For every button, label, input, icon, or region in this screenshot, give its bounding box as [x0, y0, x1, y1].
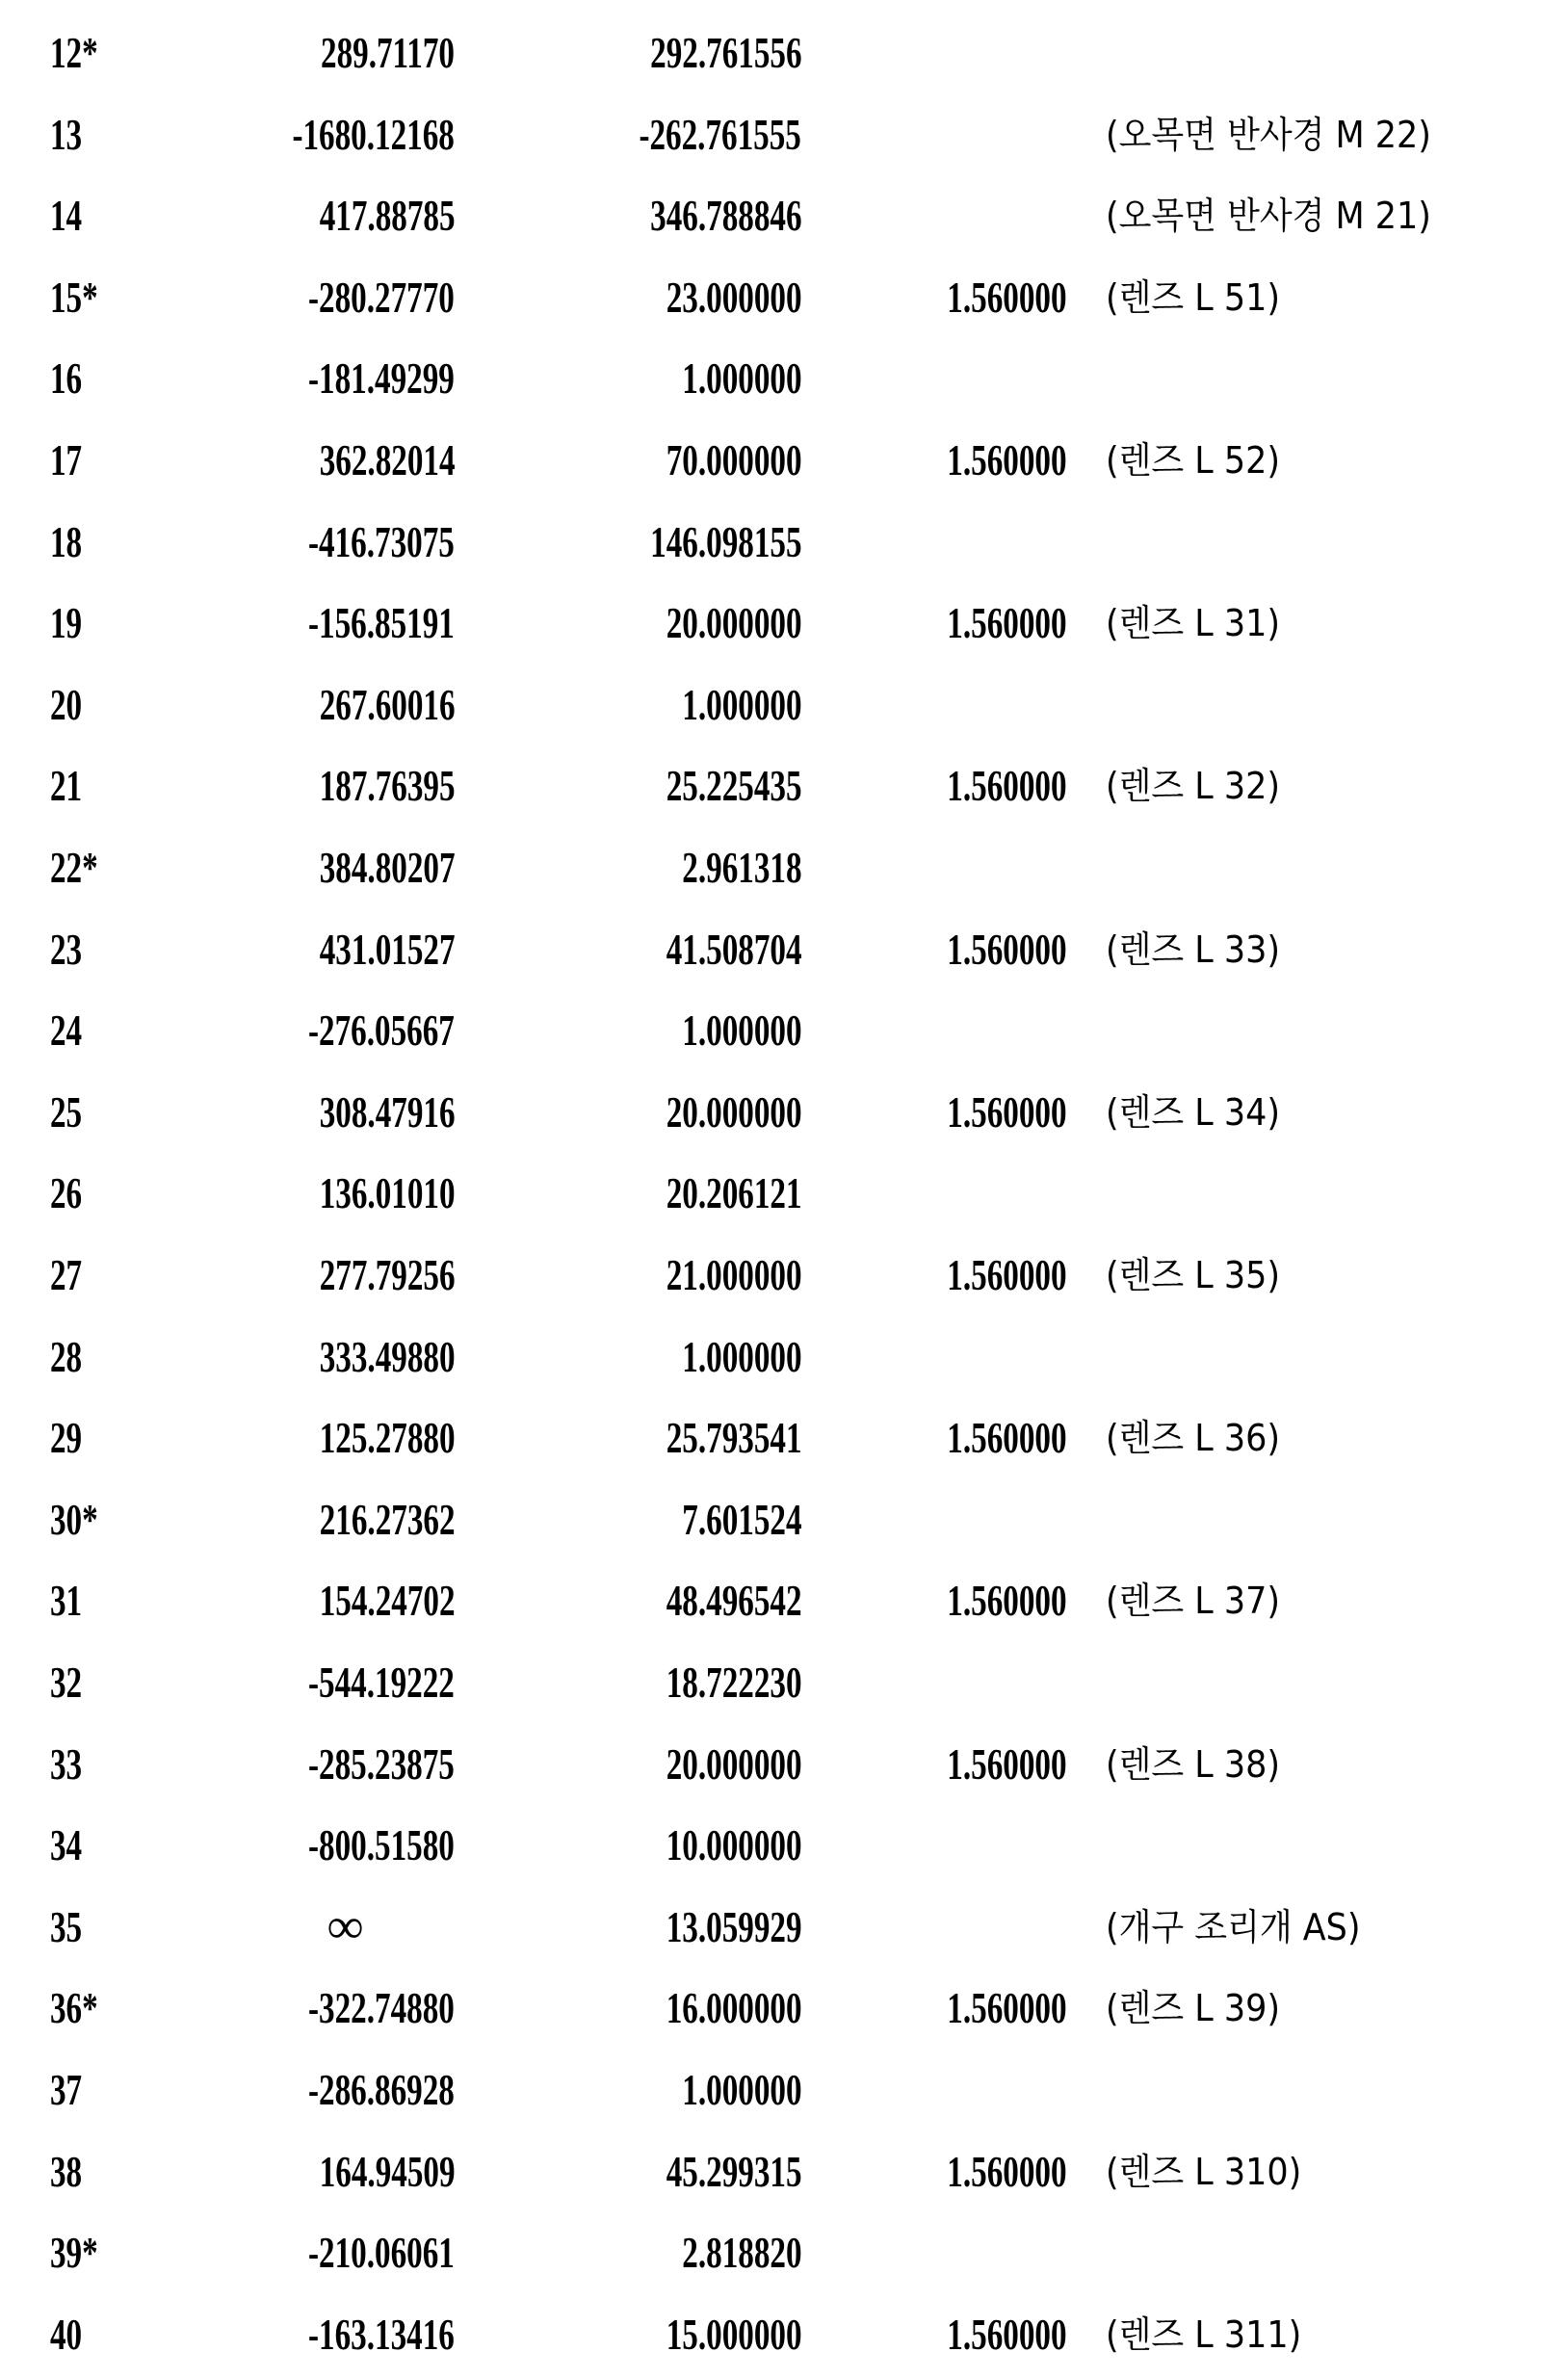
surface-number: 22*: [50, 839, 98, 897]
refractive-index: 1.560000: [947, 1572, 1066, 1630]
radius-of-curvature: ∞: [327, 1898, 363, 1956]
table-row: [0, 350, 1568, 407]
surface-number: 23: [50, 921, 82, 979]
element-note: (렌즈 L 310): [1106, 2143, 1301, 2201]
table-row: [0, 1246, 1568, 1304]
radius-of-curvature: 136.01010: [319, 1164, 455, 1222]
surface-distance: 7.601524: [682, 1491, 801, 1549]
element-note: (개구 조리개 AS): [1106, 1898, 1360, 1956]
radius-of-curvature: -416.73075: [308, 513, 455, 571]
radius-of-curvature: 267.60016: [319, 676, 455, 734]
refractive-index: 1.560000: [947, 269, 1066, 327]
element-note: (렌즈 L 31): [1106, 594, 1280, 652]
element-note: (렌즈 L 52): [1106, 431, 1280, 489]
table-row: [0, 431, 1568, 489]
refractive-index: 1.560000: [947, 594, 1066, 652]
table-row: [0, 676, 1568, 734]
element-note: (렌즈 L 36): [1106, 1409, 1280, 1467]
surface-distance: 2.818820: [682, 2224, 801, 2282]
surface-number: 19: [50, 594, 82, 652]
surface-distance: 146.098155: [650, 513, 801, 571]
table-row: [0, 1816, 1568, 1874]
radius-of-curvature: -280.27770: [308, 269, 455, 327]
radius-of-curvature: 333.49880: [319, 1328, 455, 1386]
surface-number: 38: [50, 2143, 82, 2201]
table-row: [0, 106, 1568, 164]
surface-distance: -262.761555: [640, 106, 801, 164]
table-row: [0, 2224, 1568, 2282]
surface-distance: 1.000000: [682, 2061, 801, 2119]
radius-of-curvature: -1680.12168: [293, 106, 455, 164]
table-row: [0, 594, 1568, 652]
radius-of-curvature: -285.23875: [308, 1736, 455, 1793]
table-row: [0, 1491, 1568, 1549]
surface-distance: 292.761556: [650, 24, 801, 82]
radius-of-curvature: -800.51580: [308, 1816, 455, 1874]
radius-of-curvature: 164.94509: [319, 2143, 455, 2201]
surface-distance: 20.000000: [666, 594, 801, 652]
radius-of-curvature: 417.88785: [319, 187, 455, 245]
surface-number: 17: [50, 431, 82, 489]
refractive-index: 1.560000: [947, 921, 1066, 979]
element-note: (렌즈 L 35): [1106, 1246, 1280, 1304]
surface-distance: 20.206121: [666, 1164, 801, 1222]
surface-distance: 16.000000: [666, 1979, 801, 2037]
surface-number: 40: [50, 2306, 82, 2364]
element-note: (오목면 반사경 M 22): [1106, 106, 1431, 164]
table-row: [0, 921, 1568, 979]
surface-number: 21: [50, 757, 82, 815]
surface-number: 12*: [50, 24, 98, 82]
surface-distance: 1.000000: [682, 1002, 801, 1059]
surface-distance: 1.000000: [682, 676, 801, 734]
table-row: [0, 839, 1568, 897]
radius-of-curvature: 431.01527: [319, 921, 455, 979]
element-note: (렌즈 L 51): [1106, 269, 1280, 327]
table-row: [0, 1084, 1568, 1141]
table-row: [0, 1328, 1568, 1386]
surface-distance: 23.000000: [666, 269, 801, 327]
element-note: (렌즈 L 39): [1106, 1979, 1280, 2037]
surface-number: 33: [50, 1736, 82, 1793]
element-note: (렌즈 L 33): [1106, 921, 1280, 979]
radius-of-curvature: -322.74880: [308, 1979, 455, 2037]
table-row: [0, 2143, 1568, 2201]
radius-of-curvature: -163.13416: [308, 2306, 455, 2364]
table-row: [0, 1409, 1568, 1467]
surface-distance: 20.000000: [666, 1084, 801, 1141]
radius-of-curvature: -210.06061: [308, 2224, 455, 2282]
surface-number: 36*: [50, 1979, 98, 2037]
radius-of-curvature: 154.24702: [319, 1572, 455, 1630]
element-note: (오목면 반사경 M 21): [1106, 187, 1431, 245]
refractive-index: 1.560000: [947, 1736, 1066, 1793]
table-row: [0, 2306, 1568, 2364]
refractive-index: 1.560000: [947, 757, 1066, 815]
radius-of-curvature: 125.27880: [319, 1409, 455, 1467]
element-note: (렌즈 L 37): [1106, 1572, 1280, 1630]
table-row: [0, 1164, 1568, 1222]
surface-distance: 45.299315: [666, 2143, 801, 2201]
radius-of-curvature: 187.76395: [319, 757, 455, 815]
surface-number: 26: [50, 1164, 82, 1222]
table-row: [0, 1898, 1568, 1956]
surface-number: 16: [50, 350, 82, 407]
surface-number: 37: [50, 2061, 82, 2119]
radius-of-curvature: -544.19222: [308, 1654, 455, 1712]
surface-distance: 18.722230: [666, 1654, 801, 1712]
element-note: (렌즈 L 34): [1106, 1084, 1280, 1141]
surface-distance: 10.000000: [666, 1816, 801, 1874]
surface-number: 25: [50, 1084, 82, 1141]
radius-of-curvature: 277.79256: [319, 1246, 455, 1304]
surface-distance: 13.059929: [666, 1898, 801, 1956]
table-row: [0, 513, 1568, 571]
surface-distance: 2.961318: [682, 839, 801, 897]
radius-of-curvature: -181.49299: [308, 350, 455, 407]
table-row: [0, 1654, 1568, 1712]
surface-number: 39*: [50, 2224, 98, 2282]
surface-number: 28: [50, 1328, 82, 1386]
radius-of-curvature: 289.71170: [321, 24, 455, 82]
surface-distance: 1.000000: [682, 350, 801, 407]
surface-distance: 1.000000: [682, 1328, 801, 1386]
surface-number: 27: [50, 1246, 82, 1304]
refractive-index: 1.560000: [947, 1084, 1066, 1141]
surface-number: 14: [50, 187, 82, 245]
refractive-index: 1.560000: [947, 1979, 1066, 2037]
refractive-index: 1.560000: [947, 431, 1066, 489]
refractive-index: 1.560000: [947, 2143, 1066, 2201]
surface-number: 31: [50, 1572, 82, 1630]
radius-of-curvature: -156.85191: [308, 594, 455, 652]
surface-number: 13: [50, 106, 82, 164]
surface-number: 20: [50, 676, 82, 734]
refractive-index: 1.560000: [947, 1246, 1066, 1304]
surface-distance: 21.000000: [666, 1246, 801, 1304]
surface-number: 32: [50, 1654, 82, 1712]
surface-distance: 41.508704: [666, 921, 801, 979]
surface-distance: 346.788846: [650, 187, 801, 245]
table-row: [0, 757, 1568, 815]
element-note: (렌즈 L 32): [1106, 757, 1280, 815]
surface-number: 15*: [50, 269, 98, 327]
radius-of-curvature: 216.27362: [319, 1491, 455, 1549]
radius-of-curvature: -276.05667: [308, 1002, 455, 1059]
table-row: [0, 1736, 1568, 1793]
radius-of-curvature: 308.47916: [319, 1084, 455, 1141]
surface-distance: 70.000000: [666, 431, 801, 489]
surface-distance: 25.225435: [666, 757, 801, 815]
element-note: (렌즈 L 311): [1106, 2306, 1301, 2364]
table-row: [0, 187, 1568, 245]
surface-number: 30*: [50, 1491, 98, 1549]
refractive-index: 1.560000: [947, 1409, 1066, 1467]
surface-number: 34: [50, 1816, 82, 1874]
surface-number: 29: [50, 1409, 82, 1467]
table-row: [0, 269, 1568, 327]
refractive-index: 1.560000: [947, 2306, 1066, 2364]
surface-number: 18: [50, 513, 82, 571]
surface-number: 35: [50, 1898, 82, 1956]
surface-distance: 15.000000: [666, 2306, 801, 2364]
table-row: [0, 24, 1568, 82]
table-row: [0, 1572, 1568, 1630]
element-note: (렌즈 L 38): [1106, 1736, 1280, 1793]
radius-of-curvature: -286.86928: [308, 2061, 455, 2119]
surface-distance: 20.000000: [666, 1736, 801, 1793]
table-row: [0, 2061, 1568, 2119]
surface-distance: 48.496542: [666, 1572, 801, 1630]
surface-distance: 25.793541: [666, 1409, 801, 1467]
table-row: [0, 1979, 1568, 2037]
radius-of-curvature: 384.80207: [319, 839, 455, 897]
table-row: [0, 1002, 1568, 1059]
surface-number: 24: [50, 1002, 82, 1059]
radius-of-curvature: 362.82014: [319, 431, 455, 489]
